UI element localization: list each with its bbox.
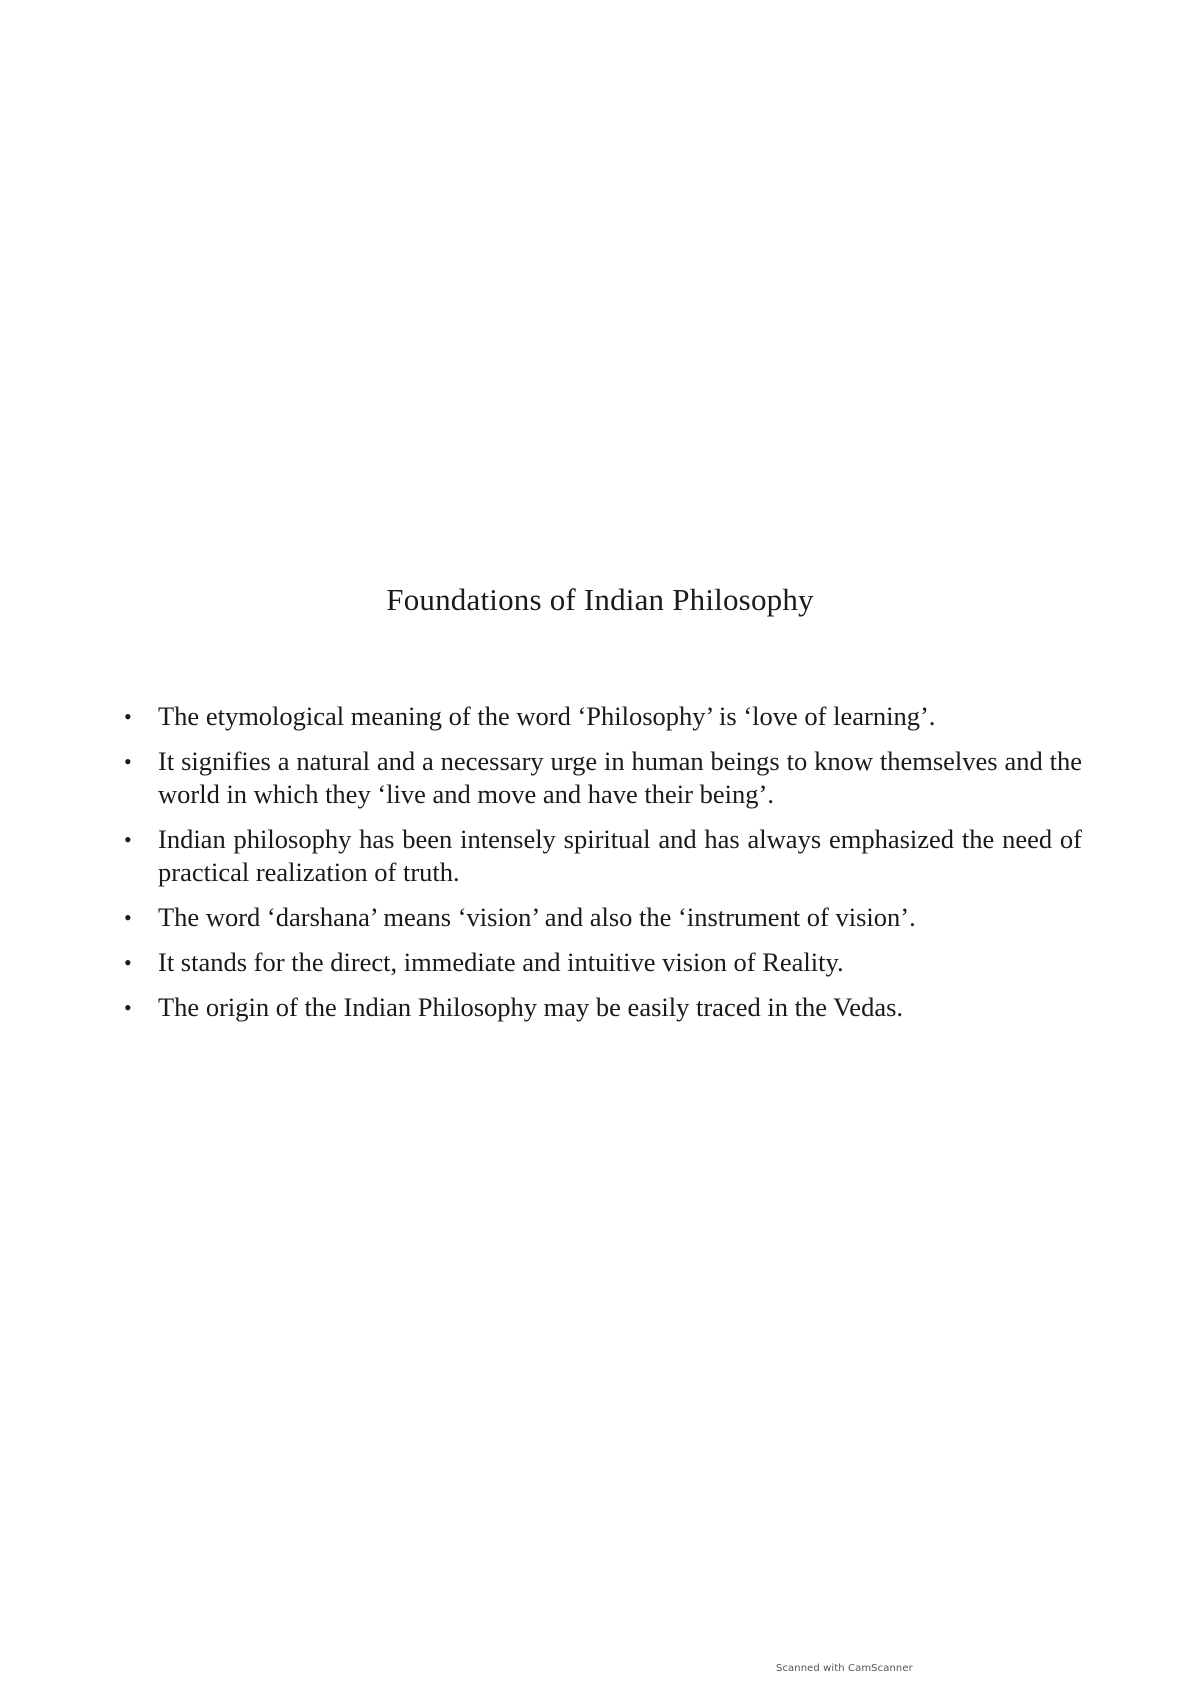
- page-title: Foundations of Indian Philosophy: [386, 582, 814, 617]
- list-item-text: The etymological meaning of the word ‘Philosophy’ is ‘love of learning’.: [158, 701, 936, 731]
- bullet-list: [122, 700, 1082, 1036]
- bullet-point-icon: •: [124, 950, 132, 975]
- list-item: [122, 745, 1082, 811]
- list-item-text: The word ‘darshana’ means ‘vision’ and also the ‘instrument of vision’.: [158, 902, 916, 932]
- list-item-text: Indian philosophy has been intensely spiritual and has always emphasized the need of practical realization of truth.: [158, 824, 1082, 887]
- list-item: [122, 700, 1082, 733]
- scanner-watermark: Scanned with CamScanner: [776, 1663, 913, 1674]
- list-item-text: It stands for the direct, immediate and intuitive vision of Reality.: [158, 947, 844, 977]
- list-item-text: It signifies a natural and a necessary urge in human beings to know themselves and the world in which they ‘live and move and have their being’.: [158, 746, 1082, 809]
- bullet-point-icon: •: [124, 704, 132, 729]
- bullet-point-icon: •: [124, 905, 132, 930]
- list-item: [122, 946, 1082, 979]
- list-item-text: The origin of the Indian Philosophy may be easily traced in the Vedas.: [158, 992, 904, 1022]
- bullet-point-icon: •: [124, 827, 132, 852]
- list-item: [122, 991, 1082, 1024]
- bullet-point-icon: •: [124, 995, 132, 1020]
- list-item: [122, 901, 1082, 934]
- bullet-point-icon: •: [124, 749, 132, 774]
- list-item: [122, 823, 1082, 889]
